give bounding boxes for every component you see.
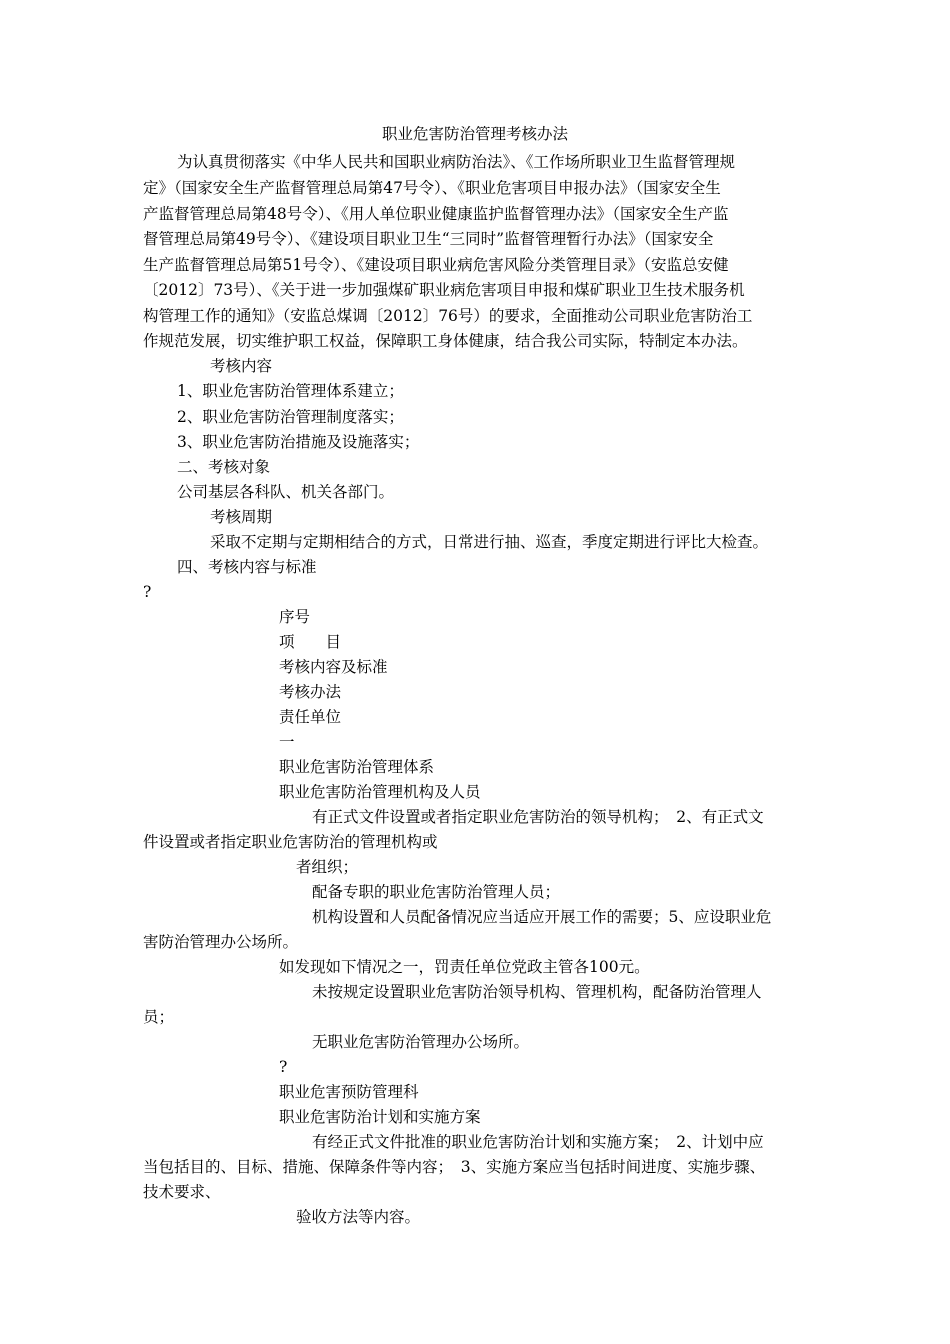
table-header-cell: 考核内容及标准 bbox=[279, 658, 388, 676]
table-cell: 职业危害防治管理机构及人员 bbox=[279, 783, 481, 801]
intro-line: 产监督管理总局第48号令）、《用人单位职业健康监护监督管理办法》（国家安全生产监 bbox=[143, 205, 729, 223]
section-heading: 四、考核内容与标准 bbox=[177, 558, 317, 576]
table-cell-line: 有正式文件设置或者指定职业危害防治的领导机构； 2、有正式文 bbox=[312, 808, 764, 826]
table-cell-line: 配备专职的职业危害防治管理人员； bbox=[312, 883, 561, 901]
table-cell-line: 者组织； bbox=[296, 858, 359, 876]
table-cell-line: 有经正式文件批准的职业危害防治计划和实施方案； 2、计划中应 bbox=[312, 1133, 764, 1151]
intro-line: 〔2012〕73号）、《关于进一步加强煤矿职业病危害项目申报和煤矿职业卫生技术服务机 bbox=[143, 281, 745, 299]
table-cell-line: 员； bbox=[143, 1008, 175, 1026]
table-cell-line: 件设置或者指定职业危害防治的管理机构或 bbox=[143, 833, 438, 851]
section-heading: 考核内容 bbox=[210, 357, 273, 375]
table-cell: 职业危害防治计划和实施方案 bbox=[279, 1108, 481, 1126]
document-title: 职业危害防治管理考核办法 bbox=[381, 125, 568, 143]
table-cell-line: 当包括目的、目标、措施、保障条件等内容； 3、实施方案应当包括时间进度、实施步骤、 bbox=[143, 1158, 766, 1176]
table-cell-line: 如发现如下情况之一，罚责任单位党政主管各100元。 bbox=[279, 958, 650, 976]
table-header-cell: 责任单位 bbox=[279, 708, 342, 726]
table-cell: 一 bbox=[279, 733, 295, 751]
unknown-glyph: ? bbox=[279, 1058, 288, 1076]
table-cell-line: 技术要求、 bbox=[143, 1183, 221, 1201]
table-cell-line: 害防治管理办公场所。 bbox=[143, 933, 299, 951]
intro-line: 作规范发展，切实维护职工权益，保障职工身体健康，结合我公司实际，特制定本办法。 bbox=[143, 332, 748, 350]
intro-line: 生产监督管理总局第51号令）、《建设项目职业病危害风险分类管理目录》（安监总安健 bbox=[143, 256, 729, 274]
unknown-glyph: ? bbox=[143, 583, 152, 601]
table-header-cell: 考核办法 bbox=[279, 683, 342, 701]
table-cell-line: 验收方法等内容。 bbox=[296, 1208, 421, 1226]
paragraph: 采取不定期与定期相结合的方式，日常进行抽、巡查，季度定期进行评比大检查。 bbox=[210, 533, 769, 551]
table-cell: 职业危害防治管理体系 bbox=[279, 758, 435, 776]
list-item: 3、职业危害防治措施及设施落实； bbox=[177, 433, 420, 451]
intro-line: 为认真贯彻落实《中华人民共和国职业病防治法》、《工作场所职业卫生监督管理规 bbox=[177, 153, 736, 171]
table-header-cell: 序号 bbox=[279, 608, 311, 626]
section-heading: 考核周期 bbox=[210, 508, 273, 526]
section-heading: 二、考核对象 bbox=[177, 458, 271, 476]
intro-line: 构管理工作的通知》（安监总煤调〔2012〕76号）的要求，全面推动公司职业危害防治工 bbox=[143, 307, 753, 325]
table-cell-line: 机构设置和人员配备情况应当适应开展工作的需要；5、应设职业危 bbox=[312, 908, 772, 926]
intro-line: 定》（国家安全生产监督管理总局第47号令）、《职业危害项目申报办法》（国家安全生 bbox=[143, 179, 721, 197]
list-item: 1、职业危害防治管理体系建立； bbox=[177, 382, 404, 400]
intro-line: 督管理总局第49号令）、《建设项目职业卫生“三同时”监督管理暂行办法》（国家安全 bbox=[143, 230, 714, 248]
list-item: 2、职业危害防治管理制度落实； bbox=[177, 408, 404, 426]
paragraph: 公司基层各科队、机关各部门。 bbox=[177, 483, 395, 501]
table-cell-line: 无职业危害防治管理办公场所。 bbox=[312, 1033, 530, 1051]
table-cell-line: 未按规定设置职业危害防治领导机构、管理机构，配备防治管理人 bbox=[312, 983, 762, 1001]
table-cell: 职业危害预防管理科 bbox=[279, 1083, 419, 1101]
table-header-cell: 项 目 bbox=[279, 633, 342, 651]
